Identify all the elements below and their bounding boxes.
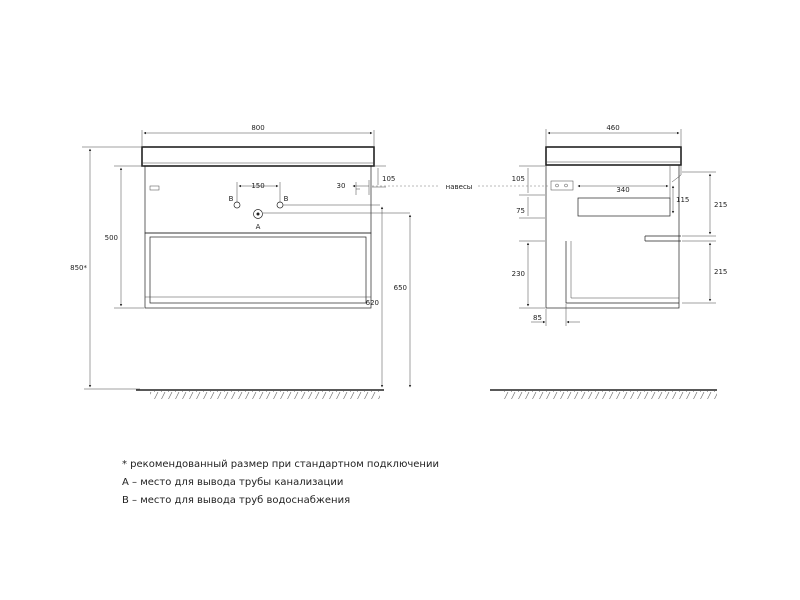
front-cabinet-height-label: 500 bbox=[104, 234, 118, 242]
offset-30-label: 30 bbox=[336, 182, 346, 190]
height-650-label: 650 bbox=[393, 284, 407, 292]
notes-block bbox=[122, 456, 722, 510]
note-a-outlet: А – место для вывода трубы канализации bbox=[122, 477, 344, 488]
side-floor-hatch bbox=[503, 391, 717, 399]
front-overall-height-label: 850* bbox=[70, 264, 87, 272]
side-view bbox=[490, 124, 727, 399]
side-depth-label: 460 bbox=[606, 124, 620, 132]
side-countertop bbox=[546, 147, 681, 165]
pipe-b-right bbox=[277, 202, 283, 208]
hanger-bracket bbox=[551, 181, 573, 190]
drawer-height-label: 230 bbox=[511, 270, 525, 278]
front-view bbox=[70, 124, 410, 399]
top-gap-label: 105 bbox=[382, 175, 396, 183]
front-floor-hatch bbox=[150, 391, 380, 399]
hanger-height-label: 115 bbox=[676, 196, 690, 204]
height-620-label: 620 bbox=[365, 299, 379, 307]
pipe-b-right-label: B bbox=[283, 195, 289, 203]
pipe-b-left bbox=[234, 202, 240, 208]
note-recommended: * рекомендованный размер при стандартном подключении bbox=[122, 459, 439, 470]
bottom-offset-label: 85 bbox=[533, 314, 542, 322]
pipe-b-left-label: B bbox=[228, 195, 234, 203]
lower-section-label: 215 bbox=[714, 268, 728, 276]
side-lower-frame bbox=[566, 241, 679, 303]
brand-mark bbox=[150, 186, 159, 190]
hangers-callout bbox=[372, 183, 550, 191]
side-upper-drawer bbox=[578, 198, 670, 216]
inner-depth-label: 340 bbox=[616, 186, 630, 194]
hangers-label: навесы bbox=[445, 183, 473, 191]
shelf-gap-label: 75 bbox=[516, 207, 525, 215]
front-width-label: 800 bbox=[251, 124, 265, 132]
note-b-outlet: В – место для вывода труб водоснабжения bbox=[122, 495, 351, 506]
pipe-a-label: A bbox=[255, 223, 261, 231]
pipe-spacing-label: 150 bbox=[251, 182, 265, 190]
side-top-offset-label: 105 bbox=[511, 175, 525, 183]
upper-section-label: 215 bbox=[714, 201, 728, 209]
